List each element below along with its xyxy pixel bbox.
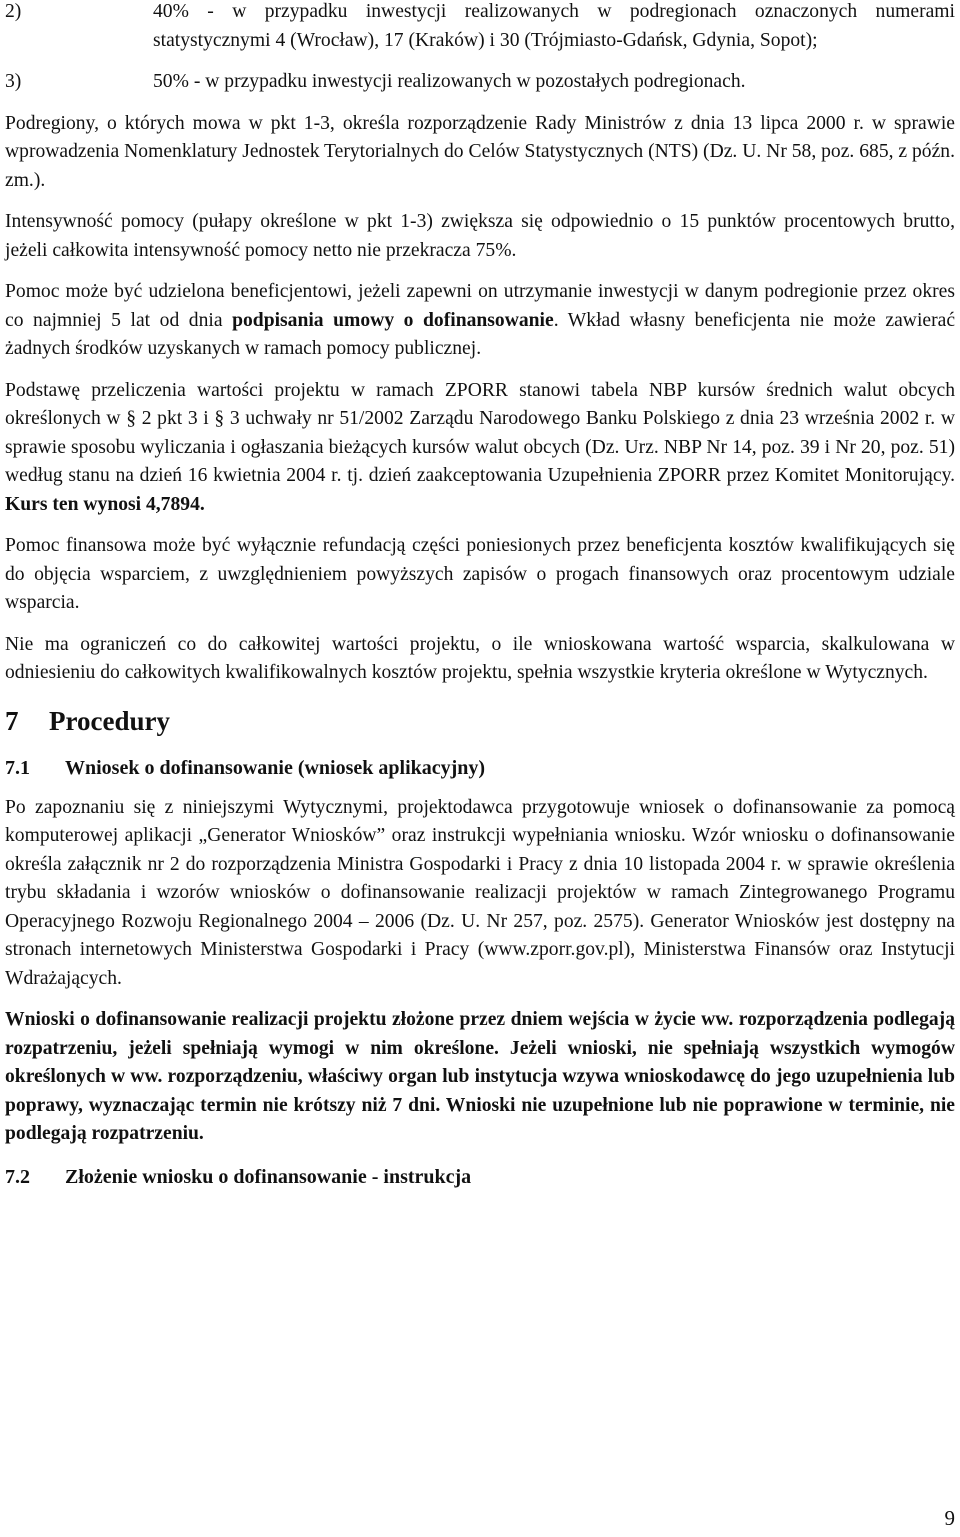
list-item-2 xyxy=(5,0,955,55)
list-number: 2) xyxy=(5,1,22,22)
heading-text: Procedury xyxy=(49,705,170,736)
heading-text: Wniosek o dofinansowanie (wniosek aplikacyjny) xyxy=(65,756,486,779)
section-heading-7-2 xyxy=(5,1162,955,1192)
paragraph-przeliczenie xyxy=(5,377,955,520)
list-item-3 xyxy=(5,68,955,97)
paragraph-zapoznanie: Po zapoznaniu się z niniejszymi Wytycznymi, projektodawca przygotowuje wniosek o dofinansowanie za pomocą komputerowej aplikacji „Generator Wniosków” oraz instrukcji wypełniania wniosku. Wzór wniosku o dofinansowanie określa załącznik nr 2 do rozporządzenia Ministra Gospodarki i Pracy z dnia 10 listopada 2004 r. w sprawie określenia trybu składania i wzorów wniosków o dofinansowanie realizacji projektów w ramach Zintegrowanego Programu Operacyjnego Rozwoju Regionalnego 2004 – 2006 (Dz. U. Nr 257, poz. 2575). Generator Wniosków jest dostępny na stronach internetowych Ministerstwa Gospodarki i Pracy (www.zporr.gov.pl), Ministerstwa Finansów oraz Instytucji Wdrażających. xyxy=(5,796,955,989)
heading-number: 7.1 xyxy=(5,756,30,779)
list-text: 50% - w przypadku inwestycji realizowanych w pozostałych podregionach. xyxy=(153,71,746,92)
heading-number: 7 xyxy=(5,705,19,736)
heading-text: Złożenie wniosku o dofinansowanie - instrukcja xyxy=(65,1165,472,1188)
paragraph-ograniczenia: Nie ma ograniczeń co do całkowitej wartości projektu, o ile wnioskowana wartość wsparcia, skalkulowana w odniesieniu do całkowitych kwalifikowalnych kosztów projektu, spełnia wszystkie kryteria określone w Wytycznych. xyxy=(5,633,955,683)
paragraph-intensywnosc: Intensywność pomocy (pułapy określone w pkt 1-3) zwiększa się odpowiednio o 15 punktów procentowych brutto, jeżeli całkowita intensywność pomocy netto nie przekracza 75%. xyxy=(5,211,955,261)
list-text: 40% - w przypadku inwestycji realizowanych w podregionach oznaczonych numerami statystycznymi 4 (Wrocław), 17 (Kraków) i 30 (Trójmiasto-Gdańsk, Gdynia, Sopot); xyxy=(153,1,955,51)
paragraph-bold-text: Kurs ten wynosi 4,7894. xyxy=(5,493,205,515)
paragraph-text: Pomoc może być udzielona beneficjentowi, jeżeli zapewni on utrzymanie inwestycji w danym podregionie przez okres co najmniej 5 lat od dnia xyxy=(5,281,955,331)
paragraph-wnioski-bold xyxy=(5,1006,955,1149)
document-page xyxy=(5,0,955,1203)
paragraph-text: Podstawę przeliczenia wartości projektu w ramach ZPORR stanowi tabela NBP kursów średnich walut obcych określonych w § 2 pkt 3 i § 3 uchwały nr 51/2002 Zarządu Narodowego Banku Polskiego z dnia 23 września 2002 r. w sprawie sposobu wyliczania i ogłaszania bieżących kursów walut obcych (Dz. Urz. NBP Nr 14, poz. 39 i Nr 20, poz. 51) według stanu na dzień 16 kwietnia 2004 r. tj. dzień zaakceptowania Uzupełnienia ZPORR przez Komitet Monitorujący. xyxy=(5,379,955,486)
paragraph-text: . Wkład własny beneficjenta nie może zawierać żadnych środków uzyskanych w ramach pomocy publicznej. xyxy=(5,309,956,359)
section-heading-7-1 xyxy=(5,753,955,783)
paragraph-bold-text: podpisania umowy o dofinansowanie xyxy=(232,309,554,331)
paragraph-podregiony: Podregiony, o których mowa w pkt 1-3, określa rozporządzenie Rady Ministrów z dnia 13 lipca 2000 r. w sprawie wprowadzenia Nomenklatury Jednostek Terytorialnych do Celów Statystycznych (NTS) (Dz. U. Nr 58, poz. 685, z późn. zm.). xyxy=(5,112,955,191)
page-number: 9 xyxy=(944,1506,955,1530)
list-number: 3) xyxy=(5,71,22,92)
paragraph-refundacja: Pomoc finansowa może być wyłącznie refundacją części poniesionych przez beneficjenta kosztów kwalifikujących się do objęcia wsparciem, z uwzględnieniem powyższych zapisów o progach finansowych oraz procentowym udziale wsparcia. xyxy=(5,535,955,613)
paragraph-bold-text: Wnioski o dofinansowanie realizacji projektu złożone przez dniem wejścia w życie ww. rozporządzenia podlegają rozpatrzeniu, jeżeli spełniają wymogi w nim określone. Jeżeli wnioski, nie spełniają wszystkich wymogów określonych w ww. rozporządzeniu, właściwy organ lub instytucja wzywa wnioskodawcę do jego uzupełnienia lub poprawy, wyznaczając termin nie krótszy niż 7 dni. Wnioski nie uzupełnione lub nie poprawione w terminie, nie podlegają rozpatrzeniu. xyxy=(5,1009,955,1144)
paragraph-pomoc-utrzymanie xyxy=(5,278,955,364)
heading-number: 7.2 xyxy=(5,1165,30,1188)
section-heading-7 xyxy=(5,701,955,741)
